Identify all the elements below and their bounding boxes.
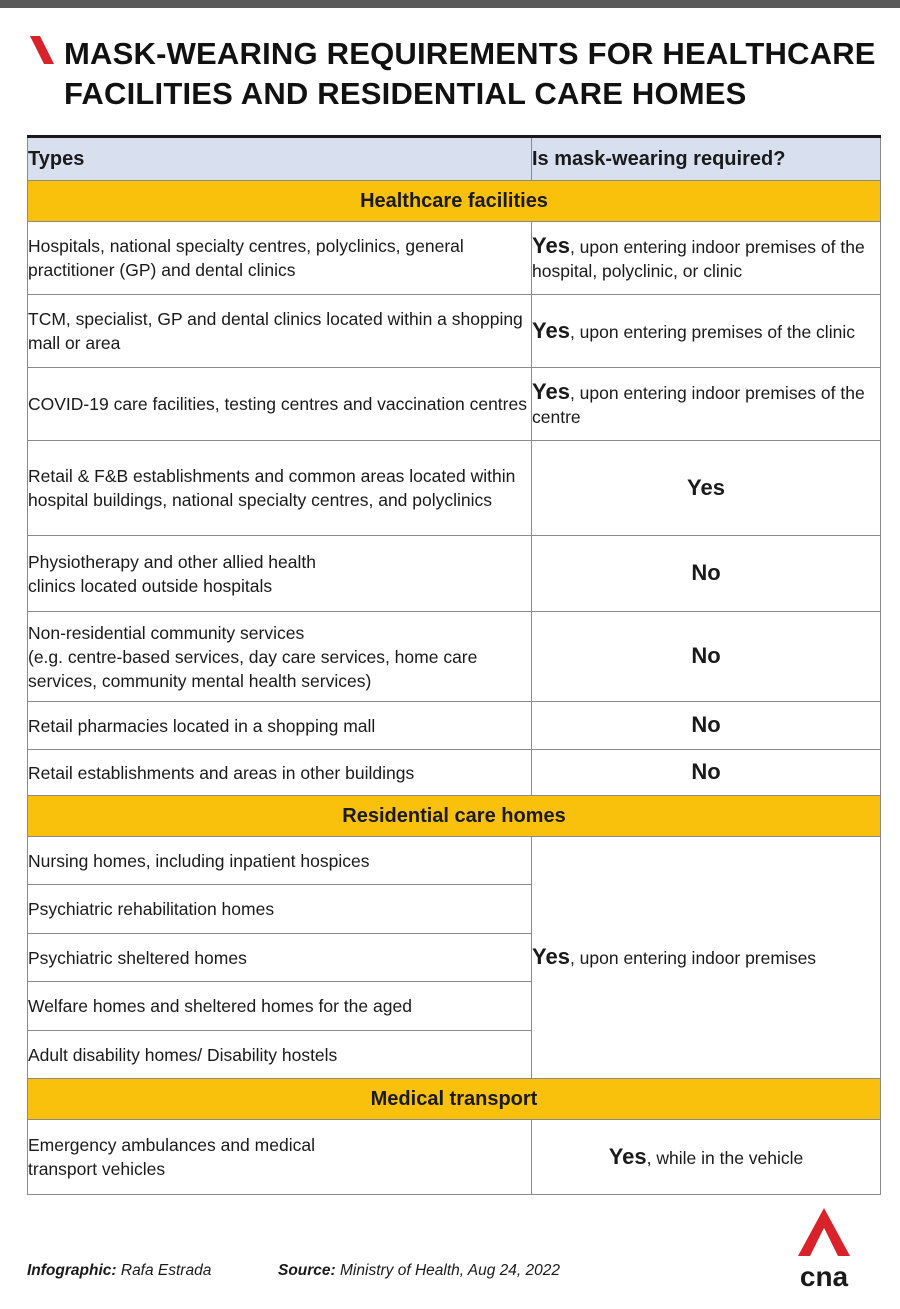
type-cell	[28, 536, 532, 612]
cna-logo-icon	[792, 1208, 856, 1292]
footer	[27, 1262, 561, 1280]
infographic-value: Rafa Estrada	[116, 1262, 212, 1279]
answer-cell	[532, 1120, 881, 1195]
answer-cell	[532, 441, 881, 536]
type-cell: TCM, specialist, GP and dental clinics located within a shopping mall or area	[28, 295, 532, 368]
section-transport: Medical transport	[28, 1079, 881, 1120]
type-cell: Adult disability homes/ Disability hostels	[28, 1031, 532, 1079]
type-cell: Retail pharmacies located in a shopping mall	[28, 702, 532, 750]
answer-cell	[532, 750, 881, 796]
answer-detail: , upon entering premises of the clinic	[569, 321, 855, 342]
header-required: Is mask-wearing required?	[532, 137, 881, 181]
answer-value: Yes	[532, 317, 570, 343]
table-row	[28, 612, 881, 702]
table-row	[28, 368, 881, 441]
answer-detail: , while in the vehicle	[646, 1147, 804, 1168]
page-title	[64, 34, 890, 114]
section-row-residential	[28, 796, 881, 837]
type-line-2: clinics located outside hospitals	[28, 575, 273, 596]
table-row	[28, 750, 881, 796]
answer-value: Yes	[532, 378, 570, 404]
table-row	[28, 1120, 881, 1195]
source-label: Source:	[278, 1262, 336, 1279]
answer-cell	[532, 295, 881, 368]
table-row	[28, 702, 881, 750]
answer-cell-residential	[532, 837, 881, 1079]
answer-value: Yes	[532, 232, 570, 258]
type-cell: Psychiatric sheltered homes	[28, 934, 532, 982]
type-cell	[28, 612, 532, 702]
type-cell: Retail establishments and areas in other buildings	[28, 750, 532, 796]
section-healthcare: Healthcare facilities	[28, 181, 881, 222]
type-cell: Nursing homes, including inpatient hospices	[28, 837, 532, 885]
table-row	[28, 222, 881, 295]
infographic-label: Infographic:	[27, 1262, 117, 1279]
cna-logo-text: cna	[799, 1261, 849, 1292]
type-cell: Retail & F&B establishments and common areas located within hospital buildings, national specialty centres, and polyclinics	[28, 441, 532, 536]
type-cell: COVID-19 care facilities, testing centres and vaccination centres	[28, 368, 532, 441]
answer-cell	[532, 536, 881, 612]
table-row	[28, 441, 881, 536]
table-row	[28, 837, 881, 885]
type-cell: Welfare homes and sheltered homes for the aged	[28, 982, 532, 1031]
answer-detail: , upon entering indoor premises	[569, 948, 817, 968]
answer-cell	[532, 222, 881, 295]
infographic-credit	[27, 1262, 211, 1279]
answer-detail: , upon entering indoor premises of the centre	[532, 382, 865, 427]
title-slash-icon	[30, 36, 54, 64]
answer-value: Yes	[532, 944, 570, 969]
type-line-1: Non-residential community services	[28, 622, 305, 643]
answer-value: No	[691, 643, 721, 668]
answer-cell	[532, 368, 881, 441]
title-line-1: MASK-WEARING REQUIREMENTS FOR HEALTHCARE	[64, 36, 876, 71]
header-types: Types	[28, 137, 532, 181]
type-cell: Hospitals, national specialty centres, polyclinics, general practitioner (GP) and dental clinics	[28, 222, 532, 295]
type-line-1: Physiotherapy and other allied health	[28, 551, 316, 572]
section-row-transport	[28, 1079, 881, 1120]
table-header-row	[28, 137, 881, 181]
table-row	[28, 536, 881, 612]
type-line-2: transport vehicles	[28, 1159, 166, 1179]
answer-value: No	[691, 712, 721, 737]
table-row	[28, 295, 881, 368]
type-line-2: (e.g. centre-based services, day care services, home care services, community mental health services)	[28, 646, 478, 691]
answer-value: No	[691, 759, 721, 784]
section-residential: Residential care homes	[28, 796, 881, 837]
answer-cell	[532, 612, 881, 702]
title-block	[30, 34, 890, 114]
answer-cell	[532, 702, 881, 750]
type-cell: Psychiatric rehabilitation homes	[28, 885, 532, 934]
type-line-1: Emergency ambulances and medical	[28, 1135, 315, 1155]
answer-value: Yes	[608, 1143, 647, 1169]
section-row-healthcare	[28, 181, 881, 222]
title-line-2: FACILITIES AND RESIDENTIAL CARE HOMES	[64, 76, 747, 111]
requirements-table	[27, 135, 881, 1195]
answer-value: Yes	[687, 474, 725, 500]
top-bar	[0, 0, 900, 8]
type-cell	[28, 1120, 532, 1195]
answer-value: No	[691, 560, 721, 585]
answer-detail: , upon entering indoor premises of the hospital, polyclinic, or clinic	[532, 236, 865, 281]
source-value: Ministry of Health, Aug 24, 2022	[335, 1262, 561, 1279]
source-credit	[278, 1262, 560, 1280]
